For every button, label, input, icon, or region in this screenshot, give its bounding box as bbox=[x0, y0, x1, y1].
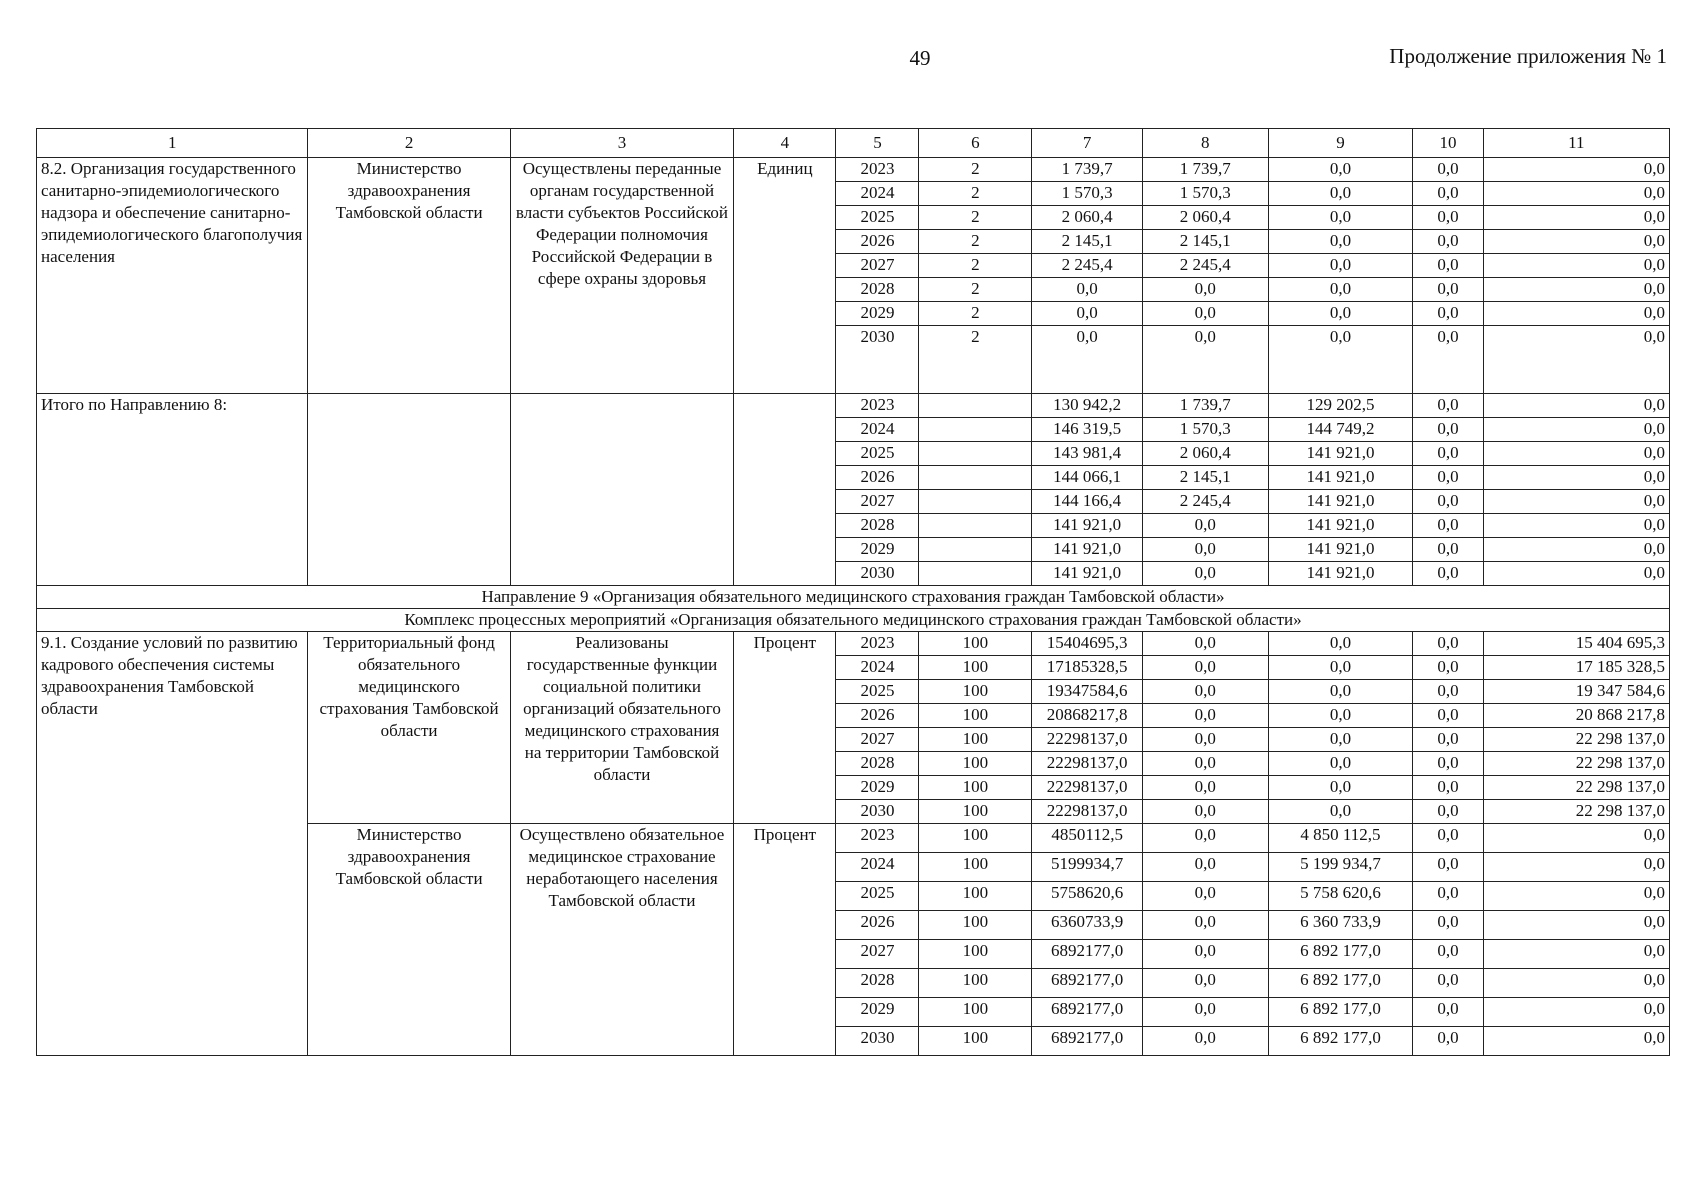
table-cell: 0,0 bbox=[1413, 728, 1483, 752]
table-cell: 1 570,3 bbox=[1032, 182, 1143, 206]
table-cell: 0,0 bbox=[1032, 326, 1143, 394]
table-cell: 0,0 bbox=[1483, 824, 1669, 853]
table-cell: 0,0 bbox=[1413, 326, 1483, 394]
table-cell: 22 298 137,0 bbox=[1483, 776, 1669, 800]
table-cell: 100 bbox=[919, 911, 1032, 940]
table-cell: 22298137,0 bbox=[1032, 800, 1143, 824]
table-cell: 2 bbox=[919, 206, 1032, 230]
table-cell: 2030 bbox=[836, 1027, 919, 1056]
table-cell: 2029 bbox=[836, 998, 919, 1027]
table-cell: 100 bbox=[919, 882, 1032, 911]
table-cell: 6892177,0 bbox=[1032, 969, 1143, 998]
page-caption: Продолжение приложения № 1 bbox=[1389, 44, 1667, 68]
table-cell: 2030 bbox=[836, 800, 919, 824]
total-name: Итого по Направлению 8: bbox=[37, 394, 308, 586]
table-cell: 2 145,1 bbox=[1032, 230, 1143, 254]
table-cell: 146 319,5 bbox=[1032, 418, 1143, 442]
table-cell: 0,0 bbox=[1143, 704, 1269, 728]
table-cell: 0,0 bbox=[1268, 776, 1413, 800]
table-cell: 2025 bbox=[836, 882, 919, 911]
table-cell: 0,0 bbox=[1413, 278, 1483, 302]
table-cell: 0,0 bbox=[1143, 514, 1269, 538]
table-cell: 0,0 bbox=[1268, 230, 1413, 254]
table-cell: 2026 bbox=[836, 466, 919, 490]
table-cell: 0,0 bbox=[1483, 302, 1669, 326]
table-cell bbox=[919, 562, 1032, 586]
table-cell: 0,0 bbox=[1413, 158, 1483, 182]
table-cell: 6360733,9 bbox=[1032, 911, 1143, 940]
table-cell: 2 245,4 bbox=[1032, 254, 1143, 278]
table-cell: 0,0 bbox=[1268, 278, 1413, 302]
column-header: 4 bbox=[734, 129, 836, 158]
table-cell: 0,0 bbox=[1483, 853, 1669, 882]
unit: Процент bbox=[734, 632, 836, 824]
section-row bbox=[37, 586, 1670, 609]
table-cell: 0,0 bbox=[1413, 562, 1483, 586]
table-cell: 0,0 bbox=[1268, 326, 1413, 394]
table-cell: 0,0 bbox=[1268, 656, 1413, 680]
table-cell: 0,0 bbox=[1268, 704, 1413, 728]
table-cell: 100 bbox=[919, 853, 1032, 882]
table-cell: 2 bbox=[919, 230, 1032, 254]
table-cell: 0,0 bbox=[1413, 969, 1483, 998]
table-cell: 6 892 177,0 bbox=[1268, 1027, 1413, 1056]
table-cell: 0,0 bbox=[1268, 632, 1413, 656]
column-header: 3 bbox=[510, 129, 734, 158]
table-cell: 15 404 695,3 bbox=[1483, 632, 1669, 656]
table-cell: 0,0 bbox=[1413, 394, 1483, 418]
table-cell: 0,0 bbox=[1413, 254, 1483, 278]
executor: Территориальный фонд обязательного медицинского страхования Тамбовской области bbox=[308, 632, 510, 824]
column-header: 5 bbox=[836, 129, 919, 158]
table-cell: 0,0 bbox=[1032, 278, 1143, 302]
measure-name: 9.1. Создание условий по развитию кадрового обеспечения системы здравоохранения Тамбовской области bbox=[37, 632, 308, 1056]
table-cell: 19 347 584,6 bbox=[1483, 680, 1669, 704]
table-cell: 0,0 bbox=[1268, 206, 1413, 230]
table-cell: 0,0 bbox=[1413, 656, 1483, 680]
table-cell: 2027 bbox=[836, 490, 919, 514]
empty-cell bbox=[510, 394, 734, 586]
table-cell: 0,0 bbox=[1483, 538, 1669, 562]
table-cell: 2024 bbox=[836, 182, 919, 206]
table-cell: 0,0 bbox=[1483, 254, 1669, 278]
table-cell: 2 bbox=[919, 182, 1032, 206]
table-cell: 2028 bbox=[836, 514, 919, 538]
table-cell: 0,0 bbox=[1483, 394, 1669, 418]
table-cell: 2 245,4 bbox=[1143, 490, 1269, 514]
column-header: 6 bbox=[919, 129, 1032, 158]
table-row bbox=[37, 394, 1670, 418]
table-cell: 2030 bbox=[836, 326, 919, 394]
table-cell: 2029 bbox=[836, 302, 919, 326]
table-cell bbox=[919, 418, 1032, 442]
table-cell: 20868217,8 bbox=[1032, 704, 1143, 728]
table-cell: 5199934,7 bbox=[1032, 853, 1143, 882]
table-cell: 0,0 bbox=[1143, 302, 1269, 326]
table-cell: 141 921,0 bbox=[1032, 514, 1143, 538]
table-cell: 0,0 bbox=[1143, 998, 1269, 1027]
table-cell: 0,0 bbox=[1143, 1027, 1269, 1056]
table-cell: 0,0 bbox=[1413, 302, 1483, 326]
executor: Министерство здравоохранения Тамбовской области bbox=[308, 824, 510, 1056]
table-cell: 22 298 137,0 bbox=[1483, 728, 1669, 752]
table-cell: 0,0 bbox=[1268, 254, 1413, 278]
table-cell: 141 921,0 bbox=[1268, 514, 1413, 538]
table-cell: 22 298 137,0 bbox=[1483, 752, 1669, 776]
table-cell: 0,0 bbox=[1413, 882, 1483, 911]
table-cell: 0,0 bbox=[1483, 1027, 1669, 1056]
column-header: 1 bbox=[37, 129, 308, 158]
table-cell: 2023 bbox=[836, 824, 919, 853]
column-header: 10 bbox=[1413, 129, 1483, 158]
table-cell: 1 570,3 bbox=[1143, 182, 1269, 206]
column-header: 2 bbox=[308, 129, 510, 158]
table-cell: 141 921,0 bbox=[1268, 442, 1413, 466]
table-cell: 2028 bbox=[836, 969, 919, 998]
table-cell: 100 bbox=[919, 1027, 1032, 1056]
table-cell: 0,0 bbox=[1413, 206, 1483, 230]
table-cell: 100 bbox=[919, 728, 1032, 752]
measure-name: 8.2. Организация государственного санитарно-эпидемиологического надзора и обеспечение санитарно-эпидемиологического благополучия населения bbox=[37, 158, 308, 394]
table-cell: 0,0 bbox=[1483, 206, 1669, 230]
table-cell: 0,0 bbox=[1143, 911, 1269, 940]
table-cell: 0,0 bbox=[1143, 278, 1269, 302]
table-cell: 0,0 bbox=[1483, 940, 1669, 969]
table-cell: 141 921,0 bbox=[1268, 562, 1413, 586]
table-cell: 2 bbox=[919, 302, 1032, 326]
table-cell: 0,0 bbox=[1143, 800, 1269, 824]
table-cell: 0,0 bbox=[1483, 562, 1669, 586]
table-cell: 6 360 733,9 bbox=[1268, 911, 1413, 940]
table-cell: 4850112,5 bbox=[1032, 824, 1143, 853]
table-cell: 2023 bbox=[836, 394, 919, 418]
table-cell: 1 739,7 bbox=[1143, 394, 1269, 418]
table-cell: 144 066,1 bbox=[1032, 466, 1143, 490]
table-cell: 5 199 934,7 bbox=[1268, 853, 1413, 882]
table-cell: 0,0 bbox=[1143, 969, 1269, 998]
table-cell: 0,0 bbox=[1413, 680, 1483, 704]
table-cell: 2027 bbox=[836, 254, 919, 278]
table-cell: 20 868 217,8 bbox=[1483, 704, 1669, 728]
table-cell: 0,0 bbox=[1413, 1027, 1483, 1056]
table-cell: 0,0 bbox=[1413, 418, 1483, 442]
table-cell: 5758620,6 bbox=[1032, 882, 1143, 911]
table-cell: 0,0 bbox=[1483, 278, 1669, 302]
table-cell: 100 bbox=[919, 752, 1032, 776]
table-cell: 2026 bbox=[836, 704, 919, 728]
table-cell: 0,0 bbox=[1143, 562, 1269, 586]
table-cell: 0,0 bbox=[1413, 230, 1483, 254]
table-cell: 2 bbox=[919, 254, 1032, 278]
table-cell: 0,0 bbox=[1413, 911, 1483, 940]
table-cell: 17185328,5 bbox=[1032, 656, 1143, 680]
table-cell: 22298137,0 bbox=[1032, 752, 1143, 776]
column-header: 11 bbox=[1483, 129, 1669, 158]
table-cell: 144 166,4 bbox=[1032, 490, 1143, 514]
table-cell: 2029 bbox=[836, 776, 919, 800]
table-cell: 141 921,0 bbox=[1268, 490, 1413, 514]
direction-title: Направление 9 «Организация обязательного медицинского страхования граждан Тамбовской области» bbox=[37, 586, 1670, 609]
result: Осуществлены переданные органам государственной власти субъектов Российской Федерации полномочия Российской Федерации в сфере охраны здоровья bbox=[510, 158, 734, 394]
table-cell: 6 892 177,0 bbox=[1268, 969, 1413, 998]
table-cell: 2028 bbox=[836, 752, 919, 776]
table-cell: 2 bbox=[919, 326, 1032, 394]
unit: Процент bbox=[734, 824, 836, 1056]
table-cell: 2027 bbox=[836, 940, 919, 969]
table-cell: 0,0 bbox=[1268, 800, 1413, 824]
column-header: 9 bbox=[1268, 129, 1413, 158]
table-cell bbox=[919, 490, 1032, 514]
table-cell: 0,0 bbox=[1268, 158, 1413, 182]
table-cell: 6892177,0 bbox=[1032, 940, 1143, 969]
table-cell: 129 202,5 bbox=[1268, 394, 1413, 418]
table-cell: 100 bbox=[919, 800, 1032, 824]
table-cell: 0,0 bbox=[1268, 752, 1413, 776]
table-cell: 100 bbox=[919, 969, 1032, 998]
table-cell: 0,0 bbox=[1483, 490, 1669, 514]
table-cell: 0,0 bbox=[1268, 680, 1413, 704]
table-cell: 143 981,4 bbox=[1032, 442, 1143, 466]
table-cell: 6 892 177,0 bbox=[1268, 998, 1413, 1027]
table-cell: 2 245,4 bbox=[1143, 254, 1269, 278]
main-table bbox=[36, 128, 1670, 1056]
table-cell: 100 bbox=[919, 824, 1032, 853]
table-cell: 2 bbox=[919, 158, 1032, 182]
table-row bbox=[37, 158, 1670, 182]
table-cell: 1 570,3 bbox=[1143, 418, 1269, 442]
complex-title: Комплекс процессных мероприятий «Организация обязательного медицинского страхования граждан Тамбовской области» bbox=[37, 609, 1670, 632]
page-number: 49 bbox=[909, 46, 931, 70]
table-cell: 0,0 bbox=[1268, 182, 1413, 206]
table-cell: 22298137,0 bbox=[1032, 728, 1143, 752]
table-cell: 141 921,0 bbox=[1268, 466, 1413, 490]
table-cell: 100 bbox=[919, 632, 1032, 656]
table-cell: 19347584,6 bbox=[1032, 680, 1143, 704]
table-cell: 0,0 bbox=[1483, 326, 1669, 394]
executor: Министерство здравоохранения Тамбовской области bbox=[308, 158, 510, 394]
table-cell: 100 bbox=[919, 656, 1032, 680]
table-cell: 0,0 bbox=[1143, 728, 1269, 752]
table-cell: 0,0 bbox=[1143, 656, 1269, 680]
table-cell: 2030 bbox=[836, 562, 919, 586]
table-cell: 6892177,0 bbox=[1032, 998, 1143, 1027]
table-cell: 15404695,3 bbox=[1032, 632, 1143, 656]
table-cell: 2 060,4 bbox=[1143, 442, 1269, 466]
table-cell: 0,0 bbox=[1413, 466, 1483, 490]
table-cell: 0,0 bbox=[1413, 776, 1483, 800]
table-cell: 0,0 bbox=[1483, 882, 1669, 911]
result: Реализованы государственные функции социальной политики организаций обязательного медицинского страхования на территории Тамбовской области bbox=[510, 632, 734, 824]
table-cell: 2 060,4 bbox=[1143, 206, 1269, 230]
table-cell: 0,0 bbox=[1483, 418, 1669, 442]
table-cell: 0,0 bbox=[1143, 940, 1269, 969]
table-cell: 2028 bbox=[836, 278, 919, 302]
table-cell: 0,0 bbox=[1268, 728, 1413, 752]
table-cell: 2 bbox=[919, 278, 1032, 302]
table-cell: 100 bbox=[919, 776, 1032, 800]
table-cell: 22 298 137,0 bbox=[1483, 800, 1669, 824]
empty-cell bbox=[734, 394, 836, 586]
table-cell: 0,0 bbox=[1483, 911, 1669, 940]
table-cell: 0,0 bbox=[1413, 853, 1483, 882]
table-cell bbox=[919, 538, 1032, 562]
table-cell: 0,0 bbox=[1413, 824, 1483, 853]
table-cell: 0,0 bbox=[1413, 998, 1483, 1027]
table-cell: 0,0 bbox=[1143, 538, 1269, 562]
result: Осуществлено обязательное медицинское страхование неработающего населения Тамбовской области bbox=[510, 824, 734, 1056]
table-cell: 2023 bbox=[836, 158, 919, 182]
table-cell: 0,0 bbox=[1032, 302, 1143, 326]
table-cell: 0,0 bbox=[1143, 853, 1269, 882]
table-cell: 17 185 328,5 bbox=[1483, 656, 1669, 680]
table-cell: 2 060,4 bbox=[1032, 206, 1143, 230]
table-cell: 100 bbox=[919, 998, 1032, 1027]
table-cell: 2025 bbox=[836, 206, 919, 230]
table-cell: 100 bbox=[919, 680, 1032, 704]
table-cell: 0,0 bbox=[1143, 882, 1269, 911]
table-cell: 0,0 bbox=[1483, 182, 1669, 206]
table-cell: 0,0 bbox=[1143, 632, 1269, 656]
table-cell: 0,0 bbox=[1413, 514, 1483, 538]
table-cell: 0,0 bbox=[1483, 442, 1669, 466]
table-cell: 22298137,0 bbox=[1032, 776, 1143, 800]
table-cell: 0,0 bbox=[1143, 680, 1269, 704]
table-cell: 0,0 bbox=[1143, 326, 1269, 394]
table-cell: 2027 bbox=[836, 728, 919, 752]
table-cell: 1 739,7 bbox=[1032, 158, 1143, 182]
empty-cell bbox=[308, 394, 510, 586]
table-cell: 0,0 bbox=[1413, 538, 1483, 562]
table-cell: 2 145,1 bbox=[1143, 466, 1269, 490]
column-header: 8 bbox=[1143, 129, 1269, 158]
table-cell: 2024 bbox=[836, 853, 919, 882]
table-cell: 144 749,2 bbox=[1268, 418, 1413, 442]
table-cell: 0,0 bbox=[1143, 776, 1269, 800]
table-cell: 0,0 bbox=[1483, 230, 1669, 254]
table-cell: 0,0 bbox=[1483, 998, 1669, 1027]
table-cell: 2024 bbox=[836, 418, 919, 442]
table-cell bbox=[919, 394, 1032, 418]
table-cell bbox=[919, 466, 1032, 490]
table-cell: 141 921,0 bbox=[1032, 538, 1143, 562]
table-cell: 0,0 bbox=[1413, 752, 1483, 776]
table-cell: 130 942,2 bbox=[1032, 394, 1143, 418]
table-cell: 141 921,0 bbox=[1268, 538, 1413, 562]
table-cell: 2025 bbox=[836, 680, 919, 704]
table-cell: 6 892 177,0 bbox=[1268, 940, 1413, 969]
table-cell bbox=[919, 514, 1032, 538]
table-cell: 141 921,0 bbox=[1032, 562, 1143, 586]
table-cell: 2026 bbox=[836, 911, 919, 940]
table-cell: 0,0 bbox=[1483, 466, 1669, 490]
unit: Единиц bbox=[734, 158, 836, 394]
table-cell: 6892177,0 bbox=[1032, 1027, 1143, 1056]
table-cell: 0,0 bbox=[1413, 704, 1483, 728]
table-cell: 1 739,7 bbox=[1143, 158, 1269, 182]
table-cell: 0,0 bbox=[1483, 969, 1669, 998]
table-cell: 0,0 bbox=[1413, 442, 1483, 466]
table-cell: 0,0 bbox=[1413, 632, 1483, 656]
table-cell: 0,0 bbox=[1413, 800, 1483, 824]
table-cell: 2024 bbox=[836, 656, 919, 680]
table-cell: 2026 bbox=[836, 230, 919, 254]
table-cell: 0,0 bbox=[1483, 514, 1669, 538]
table-cell: 100 bbox=[919, 940, 1032, 969]
table-cell: 2025 bbox=[836, 442, 919, 466]
table-cell: 0,0 bbox=[1268, 302, 1413, 326]
table-cell: 2023 bbox=[836, 632, 919, 656]
column-header: 7 bbox=[1032, 129, 1143, 158]
table-cell: 5 758 620,6 bbox=[1268, 882, 1413, 911]
table-cell: 4 850 112,5 bbox=[1268, 824, 1413, 853]
table-row bbox=[37, 632, 1670, 656]
table-cell: 0,0 bbox=[1143, 752, 1269, 776]
table-cell: 100 bbox=[919, 704, 1032, 728]
table-cell: 2029 bbox=[836, 538, 919, 562]
table-cell: 2 145,1 bbox=[1143, 230, 1269, 254]
table-cell bbox=[919, 442, 1032, 466]
table-cell: 0,0 bbox=[1143, 824, 1269, 853]
header-row bbox=[37, 129, 1670, 158]
table-cell: 0,0 bbox=[1413, 940, 1483, 969]
table-cell: 0,0 bbox=[1413, 490, 1483, 514]
table-cell: 0,0 bbox=[1413, 182, 1483, 206]
table-cell: 0,0 bbox=[1483, 158, 1669, 182]
section-row bbox=[37, 609, 1670, 632]
